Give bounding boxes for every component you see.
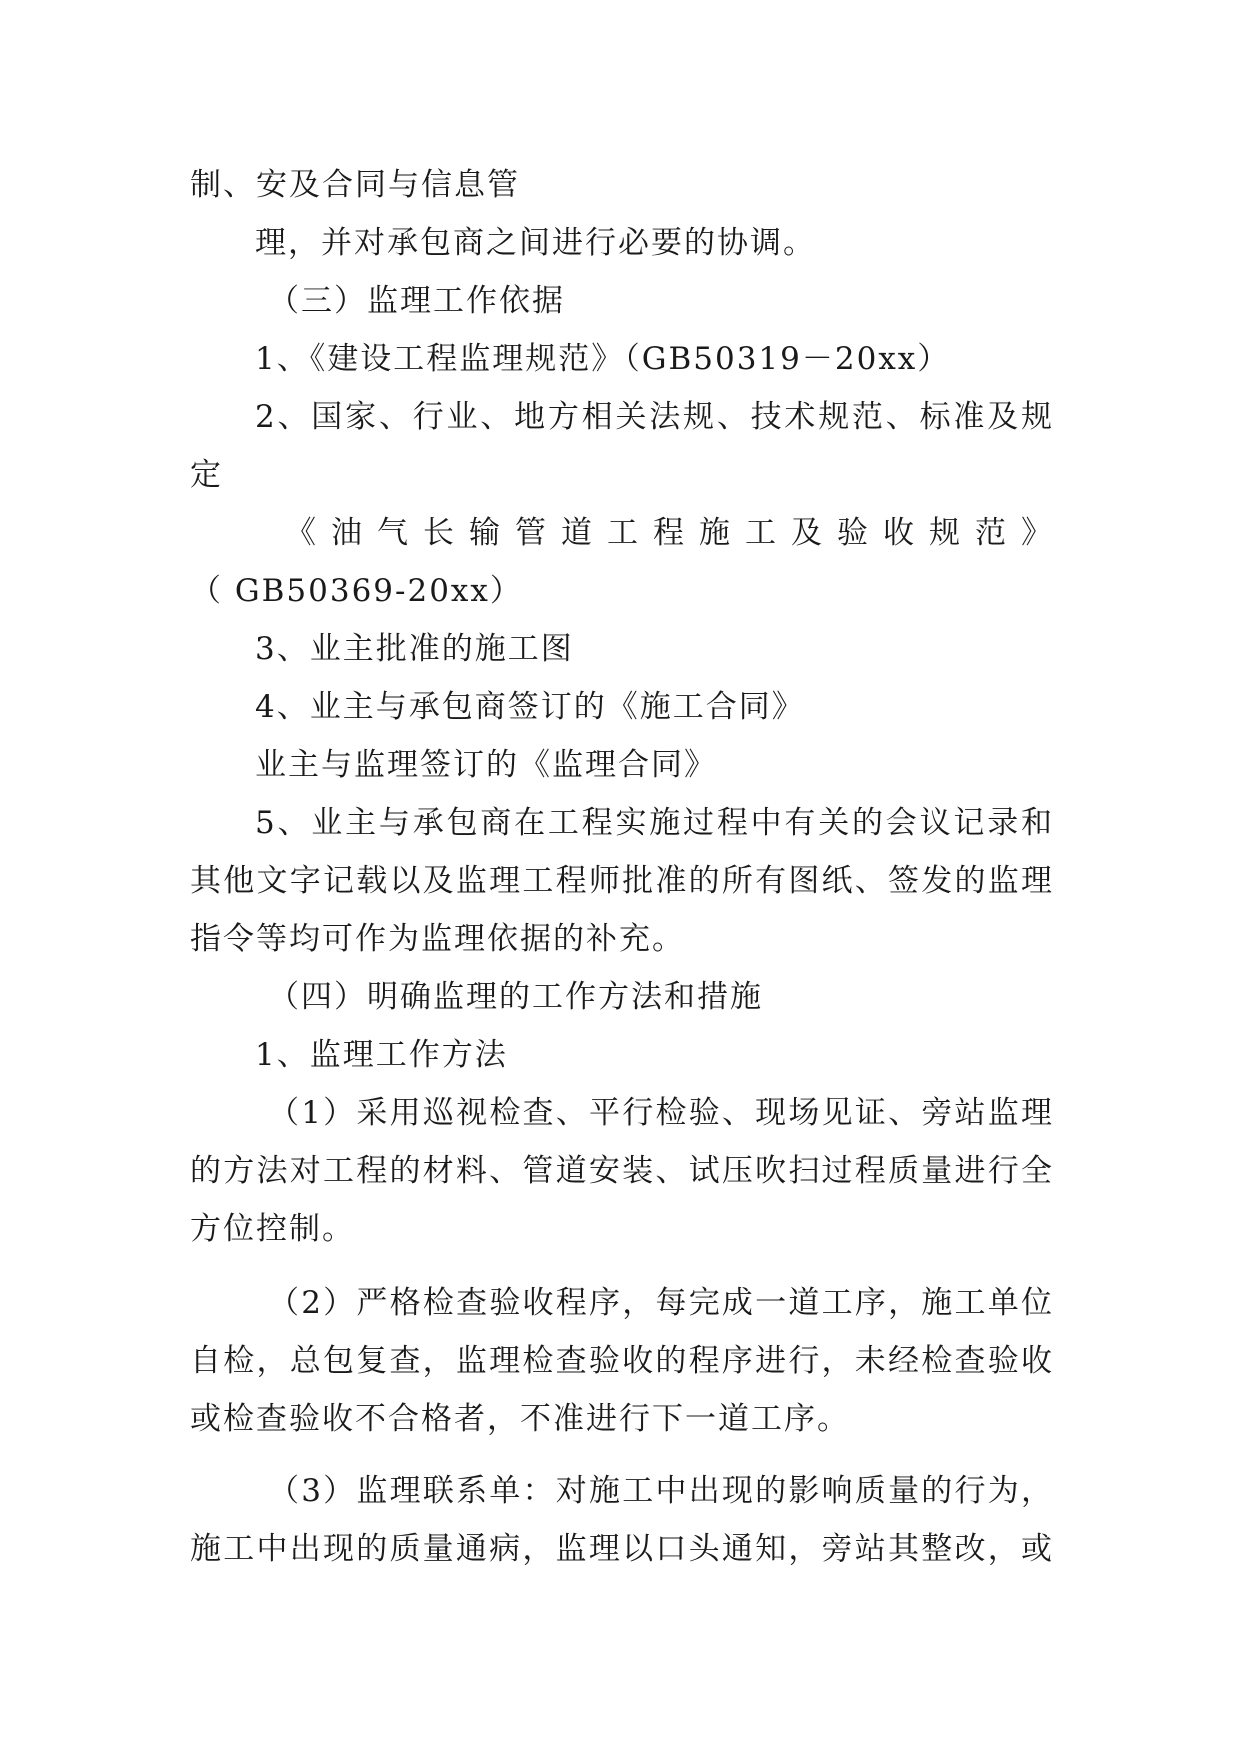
- text-line-16: 1、监理工作方法: [255, 1037, 508, 1073]
- text-line-11: 业主与监理签订的《监理合同》: [255, 747, 717, 783]
- text-line-2: 理，并对承包商之间进行必要的协调。: [255, 225, 816, 261]
- text-line-8: （ GB50369-20xx）: [190, 573, 523, 609]
- text-line-5: 2、国家、行业、地方相关法规、技术规范、标准及规: [255, 399, 1052, 435]
- text-line-6: 定: [190, 457, 223, 493]
- text-line-22: 或检查验收不合格者，不准进行下一道工序。: [190, 1401, 850, 1437]
- text-line-19: 方位控制。: [190, 1211, 355, 1247]
- text-line-14: 指令等均可作为监理依据的补充。: [190, 921, 685, 957]
- text-line-20: （2）严格检查验收程序，每完成一道工序，施工单位: [268, 1285, 1052, 1321]
- text-line-1: 制、安及合同与信息管: [190, 167, 520, 203]
- text-line-24: 施工中出现的质量通病，监理以口头通知，旁站其整改，或: [190, 1531, 1052, 1567]
- text-line-21: 自检，总包复查，监理检查验收的程序进行，未经检查验收: [190, 1343, 1052, 1379]
- text-line-13: 其他文字记载以及监理工程师批准的所有图纸、签发的监理: [190, 863, 1052, 899]
- text-line-7: 《油气长输管道工程施工及验收规范》: [285, 515, 1052, 551]
- text-line-23: （3）监理联系单：对施工中出现的影响质量的行为，: [268, 1473, 1052, 1509]
- text-line-9: 3、业主批准的施工图: [255, 631, 574, 667]
- section-heading-15: （四）明确监理的工作方法和措施: [268, 979, 763, 1015]
- text-line-12: 5、业主与承包商在工程实施过程中有关的会议记录和: [255, 805, 1052, 841]
- section-heading-3: （三）监理工作依据: [268, 283, 565, 319]
- text-line-18: 的方法对工程的材料、管道安装、试压吹扫过程质量进行全: [190, 1153, 1052, 1189]
- text-line-17: （1）采用巡视检查、平行检验、现场见证、旁站监理: [268, 1095, 1052, 1131]
- text-line-4: 1、《建设工程监理规范》（GB50319－20xx）: [255, 341, 951, 377]
- text-line-10: 4、业主与承包商签订的《施工合同》: [255, 689, 805, 725]
